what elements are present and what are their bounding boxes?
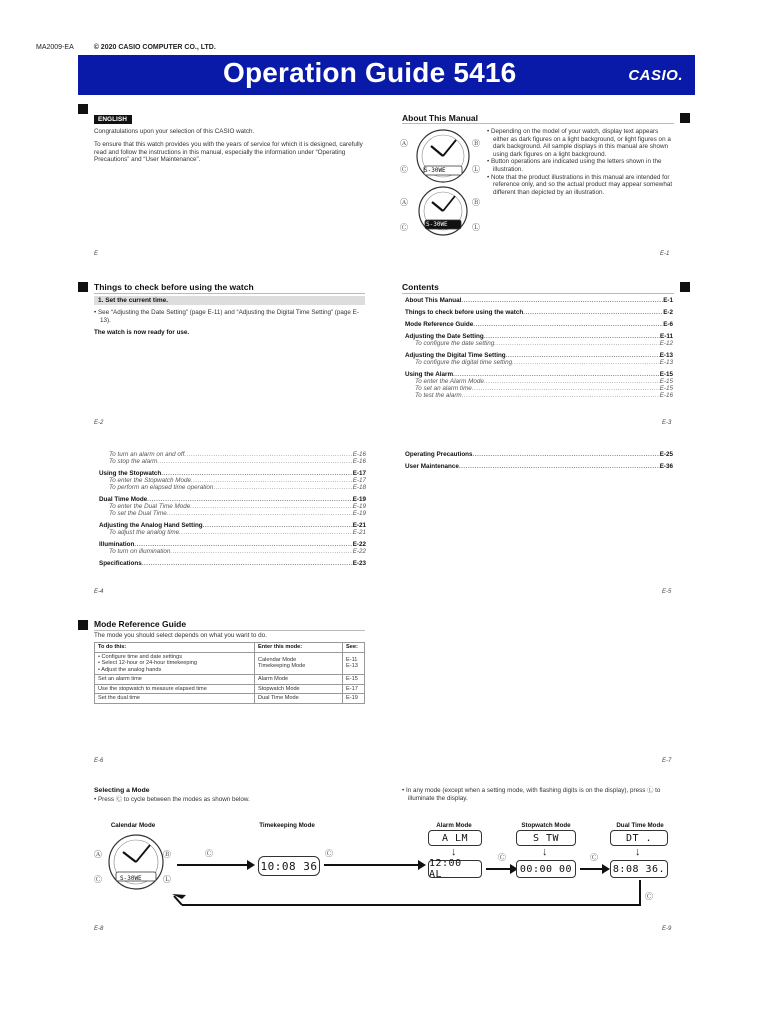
todo-item: Use the stopwatch to measure elapsed time <box>98 685 207 692</box>
section-marker <box>680 113 690 123</box>
toc-leader-dots <box>170 548 352 555</box>
page-number: E-8 <box>94 926 104 932</box>
button-c-label: Ⓒ <box>400 165 408 174</box>
about-bullet: • Button operations are indicated using the letters shown in the illustration. <box>487 158 662 173</box>
button-c-label: Ⓒ <box>400 223 408 232</box>
toc-entry-page: E-13 <box>659 359 673 366</box>
toc-entry[interactable] <box>99 510 366 517</box>
divider <box>94 293 365 294</box>
press-c-label: Ⓒ <box>590 853 598 862</box>
mode-name: Timekeeping Mode <box>258 663 306 670</box>
press-c-label: Ⓒ <box>645 892 653 901</box>
toc-entry-label: To configure the digital time setting <box>415 359 513 366</box>
toc-entry[interactable] <box>99 470 366 477</box>
arrow-right-icon <box>175 858 255 872</box>
press-c-label: Ⓒ <box>325 849 333 858</box>
page-number: E-2 <box>94 420 104 426</box>
toc-entry-page: E-16 <box>659 392 673 399</box>
toc-leader-dots <box>523 309 663 316</box>
todo-item: • Adjust the analog hands <box>98 666 162 673</box>
arrow-right-icon <box>322 858 426 872</box>
toc-leader-dots <box>484 378 660 385</box>
brand-logo: CASIO. <box>628 67 683 84</box>
toc-entry-page: E-22 <box>352 541 366 548</box>
todo-item: Set an alarm time <box>98 676 142 682</box>
toc-entry-page: E-21 <box>352 522 366 529</box>
page-number: E-5 <box>662 589 672 595</box>
toc-entry-page: E-12 <box>659 340 673 347</box>
title-banner <box>78 55 695 95</box>
page-number: E-3 <box>662 420 672 426</box>
see-cell <box>343 684 365 694</box>
toc-entry-page: E-25 <box>659 451 673 458</box>
toc-leader-dots <box>459 463 660 470</box>
see-cell <box>343 675 365 685</box>
about-title: About This Manual <box>402 113 479 123</box>
toc-entry-page: E-19 <box>352 510 366 517</box>
copyright: © 2020 CASIO COMPUTER CO., LTD. <box>93 44 216 51</box>
watch-top <box>417 130 469 182</box>
toc-leader-dots <box>461 297 663 304</box>
toc-entry-page: E-15 <box>659 378 673 385</box>
toc-entry-page: E-16 <box>352 451 366 458</box>
toc-leader-dots <box>512 359 660 366</box>
toc-entry-label: To stop the alarm <box>109 458 158 465</box>
table-header: See: <box>343 643 365 653</box>
mode-reference-table <box>94 642 365 704</box>
todo-cell <box>95 694 255 704</box>
table-row <box>95 694 365 704</box>
toc-entry-page: E-18 <box>352 484 366 491</box>
toc-leader-dots <box>203 522 353 529</box>
toc-entry-label: To turn an alarm on and off <box>109 451 185 458</box>
toc-entry-page: E-15 <box>659 371 673 378</box>
toc-entry-label: About This Manual <box>405 297 462 304</box>
toc-entry[interactable] <box>99 560 366 567</box>
toc-entry-page: E-23 <box>352 560 366 567</box>
stopwatch-display-top: S TW <box>516 830 576 846</box>
toc-entry-label: To turn on illumination <box>109 548 171 555</box>
contents-title: Contents <box>402 282 439 292</box>
about-bullet: • Depending on the model of your watch, display text appears either as dark figures on a light background, or light figures on a dark background. All sample displays in this manual are shown using dark figures on a light background. <box>487 128 671 158</box>
mode-label-calendar: Calendar Mode <box>110 822 156 829</box>
table-row <box>95 675 365 685</box>
check-bullet: • See “Adjusting the Date Setting” (page E-11) and “Adjusting the Digital Time Setting” (page E-13). <box>94 309 359 324</box>
toc-entry[interactable] <box>99 548 366 555</box>
mode-label-timekeeping: Timekeeping Mode <box>259 822 315 829</box>
toc-leader-dots <box>167 510 353 517</box>
toc-entry-page: E-16 <box>352 458 366 465</box>
page-title: Operation Guide 5416 <box>223 57 517 88</box>
toc-entry-page: E-19 <box>352 503 366 510</box>
toc-entry[interactable] <box>99 477 366 484</box>
toc-entry-label: Things to check before using the watch <box>405 309 524 316</box>
toc-leader-dots <box>157 458 352 465</box>
toc-entry-page: E-1 <box>663 297 673 304</box>
see-cell <box>343 652 365 675</box>
return-arrow-icon <box>168 880 653 910</box>
press-c-label: Ⓒ <box>498 853 506 862</box>
toc-entry-label: User Maintenance <box>405 463 459 470</box>
illumination-note: • In any mode (except when a setting mode, with flashing digits is on the display), press Ⓛ to illuminate the display. <box>402 787 661 802</box>
mode-label-stopwatch: Stopwatch Mode <box>521 822 571 829</box>
table-row <box>95 684 365 694</box>
toc-entry-label: Illumination <box>99 541 135 548</box>
page-number: E <box>94 251 99 257</box>
mode-label-alarm: Alarm Mode <box>436 822 472 829</box>
toc-entry[interactable] <box>99 522 366 529</box>
table-header: To do this: <box>95 643 255 653</box>
toc-entry[interactable] <box>405 297 673 304</box>
language-badge: ENGLISH <box>94 115 132 124</box>
about-bullets <box>487 128 673 196</box>
mode-ref-intro: The mode you should select depends on what you want to do. <box>94 632 267 639</box>
table-header: Enter this mode: <box>255 643 343 653</box>
toc-entry-label: Mode Reference Guide <box>405 321 474 328</box>
toc-entry-label: To perform an elapsed time operation <box>109 484 214 491</box>
toc-entry-page: E-19 <box>352 496 366 503</box>
mode-cell <box>255 694 343 704</box>
mode-name: Stopwatch Mode <box>258 685 300 692</box>
section-marker <box>680 282 690 292</box>
toc-leader-dots <box>213 484 352 491</box>
page-number: E-7 <box>662 758 672 764</box>
toc-entry-page: E-11 <box>660 333 673 340</box>
toc-entry-page: E-6 <box>663 321 673 328</box>
toc-entry-page: E-22 <box>352 548 366 555</box>
toc-entry-label: Adjusting the Date Setting <box>405 333 484 340</box>
toc-entry-page: E-21 <box>352 529 366 536</box>
toc-entry[interactable] <box>99 503 366 510</box>
toc-entry-label: To configure the date setting <box>415 340 495 347</box>
toc-leader-dots <box>191 477 353 484</box>
stopwatch-display-bottom: 00:00 00 <box>516 860 576 878</box>
toc-leader-dots <box>453 371 660 378</box>
watch-display-top: S-30WE <box>424 167 446 174</box>
mode-ref-title: Mode Reference Guide <box>94 619 187 629</box>
see-page: E-15 <box>346 676 358 682</box>
toc-entry-page: E-17 <box>352 477 366 484</box>
page-number: E-9 <box>662 926 672 932</box>
button-a-label: Ⓐ <box>400 139 408 148</box>
check-ready: The watch is now ready for use. <box>94 329 190 336</box>
toc-entry-label: To test the alarm <box>415 392 462 399</box>
toc-entry[interactable] <box>99 484 366 491</box>
manual-code: MA2009-EA <box>36 44 74 51</box>
toc-leader-dots <box>134 541 352 548</box>
todo-cell <box>95 652 255 675</box>
toc-leader-dots <box>161 470 352 477</box>
alarm-display-top: A LM <box>428 830 482 846</box>
see-page: E-19 <box>346 695 358 701</box>
down-arrow-icon: ↓ <box>635 846 641 858</box>
toc-entry-label: To enter the Stopwatch Mode <box>109 477 192 484</box>
toc-leader-dots <box>473 451 660 458</box>
watch-display-bottom: S-30WE <box>426 221 448 228</box>
toc-entry[interactable] <box>405 392 673 399</box>
toc-list-1 <box>405 297 673 399</box>
toc-entry[interactable] <box>99 529 366 536</box>
button-a-label: Ⓐ <box>94 850 102 859</box>
toc-leader-dots <box>147 496 353 503</box>
down-arrow-icon: ↓ <box>542 846 548 858</box>
toc-leader-dots <box>484 333 660 340</box>
table-row <box>95 652 365 675</box>
toc-entry[interactable] <box>99 496 366 503</box>
down-arrow-icon: ↓ <box>451 846 457 858</box>
page-number: E-6 <box>94 758 104 764</box>
toc-entry-label: To set the Dual Time <box>109 510 167 517</box>
intro-para-2: To ensure that this watch provides you with the years of service for which it is designed, carefully read and follow the instructions in this manual, especially the information under “Operating Precautions” and “User Maintenance”. <box>94 141 363 164</box>
selecting-title: Selecting a Mode <box>94 787 150 794</box>
toc-entry[interactable] <box>405 309 673 316</box>
todo-cell <box>95 684 255 694</box>
see-page: E-17 <box>346 685 358 692</box>
divider <box>402 293 674 294</box>
alarm-display-bottom: 12:00 AL <box>428 860 482 878</box>
calendar-display: S-30WE <box>120 875 142 882</box>
see-page: E-11 <box>346 656 358 663</box>
toc-entry[interactable] <box>405 352 673 359</box>
todo-item: • Select 12-hour or 24-hour timekeeping <box>98 660 197 666</box>
dual-display-top: DT . <box>610 830 668 846</box>
toc-list-2 <box>99 451 366 567</box>
top-line <box>36 44 216 51</box>
button-b-label: Ⓑ <box>472 198 480 207</box>
toc-entry-label: Dual Time Mode <box>99 496 148 503</box>
mode-name: Dual Time Mode <box>258 695 299 701</box>
toc-entry[interactable] <box>405 359 673 366</box>
toc-entry-label: Using the Stopwatch <box>99 470 162 477</box>
mode-label-dual: Dual Time Mode <box>616 822 664 829</box>
toc-entry[interactable] <box>99 451 366 458</box>
see-page: E-13 <box>346 663 358 670</box>
toc-entry[interactable] <box>405 321 673 328</box>
toc-entry-label: To adjust the analog time <box>109 529 180 536</box>
mode-cell <box>255 675 343 685</box>
see-cell <box>343 694 365 704</box>
toc-entry[interactable] <box>99 541 366 548</box>
toc-leader-dots <box>473 321 663 328</box>
toc-leader-dots <box>462 392 660 399</box>
check-title: Things to check before using the watch <box>94 282 254 292</box>
toc-entry-page: E-2 <box>663 309 673 316</box>
intro-para-1: Congratulations upon your selection of this CASIO watch. <box>94 128 255 135</box>
toc-entry-page: E-15 <box>659 385 673 392</box>
toc-entry-page: E-17 <box>352 470 366 477</box>
section-marker <box>78 620 88 630</box>
toc-entry[interactable] <box>405 340 673 347</box>
arrow-right-icon <box>484 862 518 876</box>
arrow-right-icon <box>578 862 610 876</box>
button-l-label: Ⓛ <box>472 165 480 174</box>
about-bullet: • Note that the product illustrations in this manual are intended for reference only, and so the actual product may appear somewhat different than depicted by an illustration. <box>487 173 673 196</box>
button-l-label: Ⓛ <box>472 223 480 232</box>
toc-entry[interactable] <box>405 451 673 458</box>
divider <box>94 630 365 631</box>
table-header-row <box>95 643 365 653</box>
todo-item: • Configure time and date settings <box>98 653 183 660</box>
section-marker <box>78 282 88 292</box>
toc-entry-label: Specifications <box>99 560 142 567</box>
todo-item: Set the dual time <box>98 695 140 701</box>
mode-cell <box>255 684 343 694</box>
toc-entry-label: Using the Alarm <box>405 371 454 378</box>
toc-entry[interactable] <box>405 371 673 378</box>
toc-leader-dots <box>142 560 353 567</box>
mode-name: Calendar Mode <box>258 656 297 663</box>
toc-entry-label: To set an alarm time <box>415 385 472 392</box>
press-c-label: Ⓒ <box>205 849 213 858</box>
toc-leader-dots <box>506 352 660 359</box>
todo-cell <box>95 675 255 685</box>
mode-cell <box>255 652 343 675</box>
toc-entry-page: E-36 <box>659 463 673 470</box>
button-c-label: Ⓒ <box>94 875 102 884</box>
toc-leader-dots <box>184 451 352 458</box>
toc-leader-dots <box>179 529 353 536</box>
section-marker <box>78 104 88 114</box>
page-number: E-4 <box>94 589 104 595</box>
button-b-label: Ⓑ <box>163 850 171 859</box>
toc-entry[interactable] <box>405 333 673 340</box>
toc-entry-label: To enter the Dual Time Mode <box>109 503 191 510</box>
toc-entry-label: Adjusting the Digital Time Setting <box>405 352 506 359</box>
toc-leader-dots <box>472 385 660 392</box>
toc-entry-label: Adjusting the Analog Hand Setting <box>99 522 203 529</box>
toc-leader-dots <box>190 503 352 510</box>
toc-entry-page: E-13 <box>659 352 673 359</box>
toc-list-3 <box>405 451 673 470</box>
toc-entry[interactable] <box>405 463 673 470</box>
toc-entry[interactable] <box>99 458 366 465</box>
button-b-label: Ⓑ <box>472 139 480 148</box>
toc-leader-dots <box>494 340 659 347</box>
mode-name: Alarm Mode <box>258 676 289 682</box>
check-step: 1. Set the current time. <box>94 296 365 305</box>
button-l-label: Ⓛ <box>163 875 171 884</box>
page-number: E-1 <box>660 251 670 257</box>
toc-entry-label: Operating Precautions <box>405 451 473 458</box>
dual-display-bottom: 8:08 36. <box>610 860 668 878</box>
selecting-bullet: • Press Ⓒ to cycle between the modes as shown below. <box>94 796 250 803</box>
toc-entry[interactable] <box>405 385 673 392</box>
toc-entry-label: To enter the Alarm Mode <box>415 378 484 385</box>
divider <box>402 123 674 124</box>
toc-entry[interactable] <box>405 378 673 385</box>
button-a-label: Ⓐ <box>400 198 408 207</box>
timekeeping-display: 10:08 36 <box>258 856 320 876</box>
